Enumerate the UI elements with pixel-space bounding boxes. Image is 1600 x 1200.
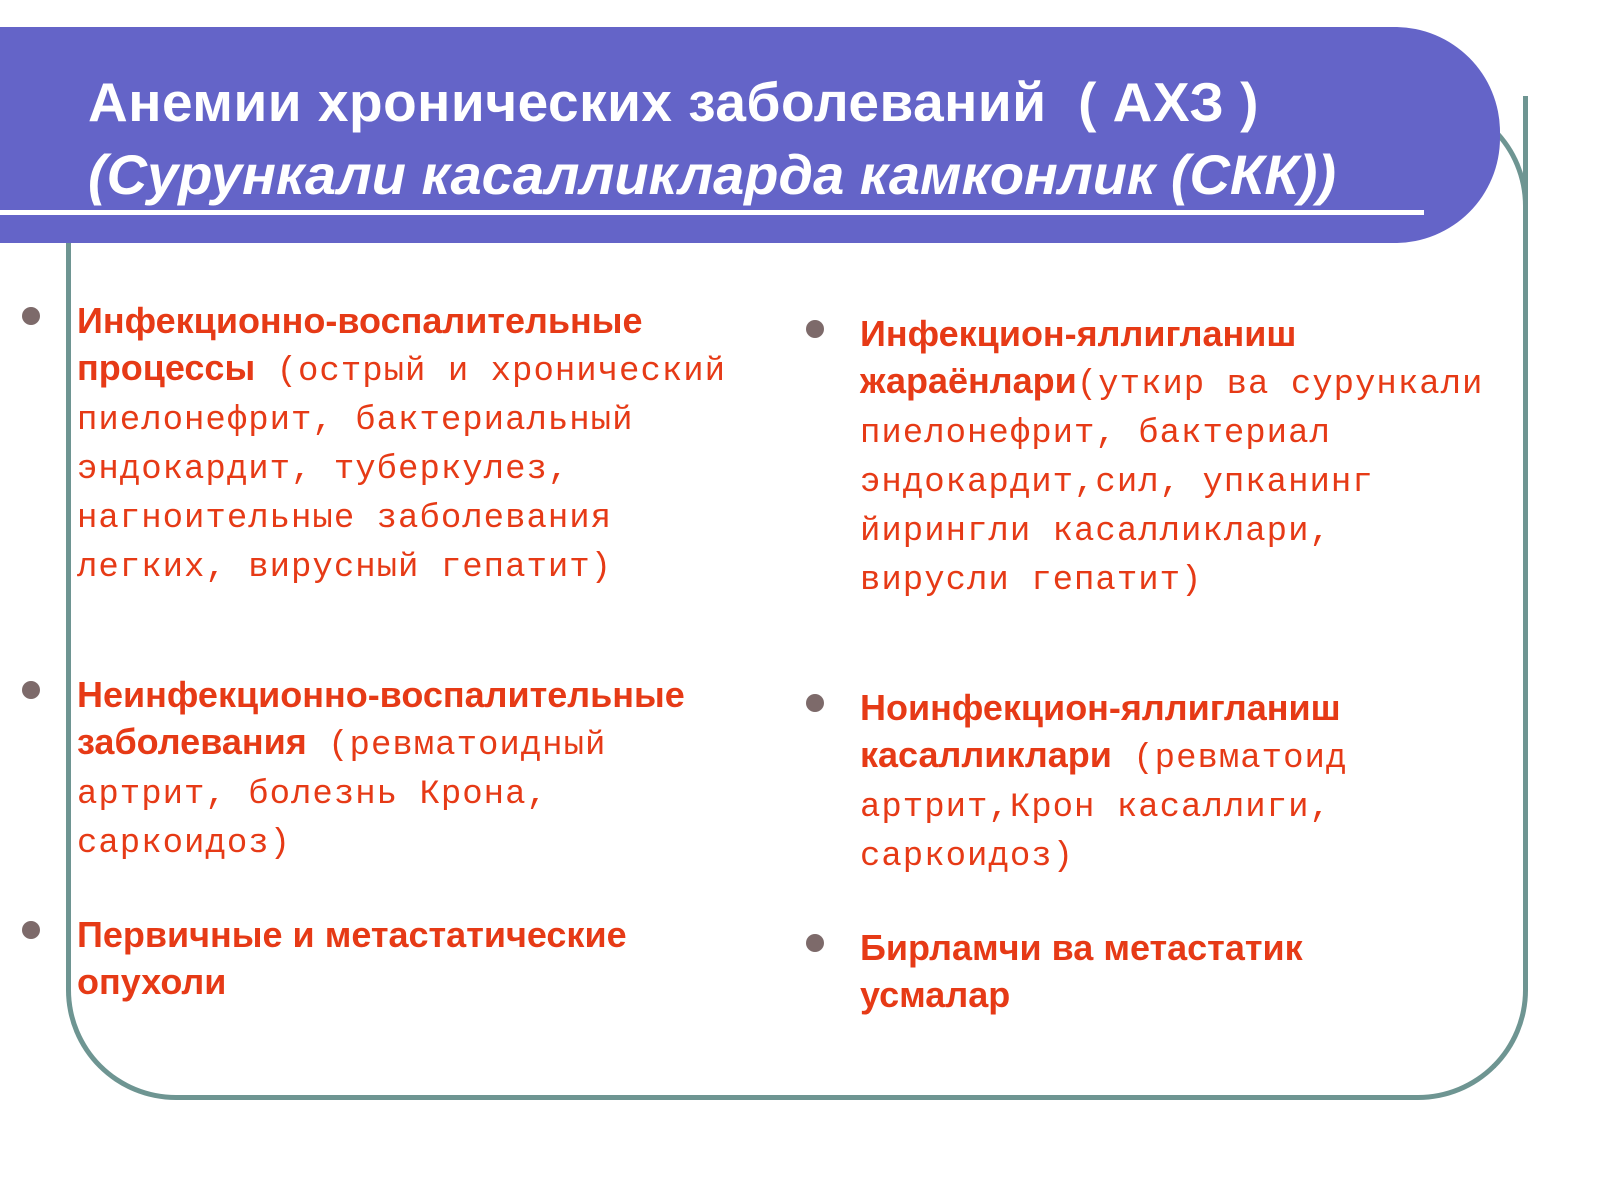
list-item-left-1	[77, 298, 777, 591]
list-item-heading: Инфекцион-яллигланиш жараёнлари	[860, 313, 1297, 401]
list-item-heading: Ноинфекцион-яллигланиш касалликлари	[860, 687, 1341, 775]
list-item-details: (уткир ва сурункали пиелонефрит, бактериал эндокардит,сил, упканинг йирингли касалликлари, вирусли гепатит)	[860, 366, 1484, 600]
list-item-heading: Инфекционно-воспалительные процессы	[77, 300, 643, 388]
bullet-icon	[22, 921, 40, 939]
list-item-left-3	[77, 912, 777, 1009]
bullet-icon	[806, 694, 824, 712]
bullet-icon	[22, 681, 40, 699]
list-item-left-2	[77, 672, 737, 867]
list-item-heading: Неинфекционно-воспалительные заболевания	[77, 674, 685, 762]
slide-title: Анемии хронических заболеваний ( АХЗ )	[88, 71, 1259, 133]
list-item-details: (ревматоидный артрит, болезнь Крона, саркоидоз)	[77, 727, 607, 863]
list-item-right-2	[860, 685, 1460, 880]
bullet-icon	[806, 934, 824, 952]
bullet-icon	[806, 320, 824, 338]
list-item-heading: Первичные и метастатические опухоли	[77, 914, 627, 1002]
list-item-heading: Бирламчи ва метастатик усмалар	[860, 927, 1303, 1015]
list-item-right-1	[860, 311, 1500, 604]
bullet-icon	[22, 307, 40, 325]
title-underline	[0, 210, 1424, 215]
list-item-details: (острый и хронический пиелонефрит, бактериальный эндокардит, туберкулез, нагноительные заболевания легких, вирусный гепатит)	[77, 353, 727, 587]
list-item-details: (ревматоид артрит,Крон касаллиги, саркоидоз)	[860, 740, 1348, 876]
list-item-right-3	[860, 925, 1420, 1022]
slide-subtitle: (Сурункали касалликларда камконлик (СКК))	[88, 143, 1337, 206]
